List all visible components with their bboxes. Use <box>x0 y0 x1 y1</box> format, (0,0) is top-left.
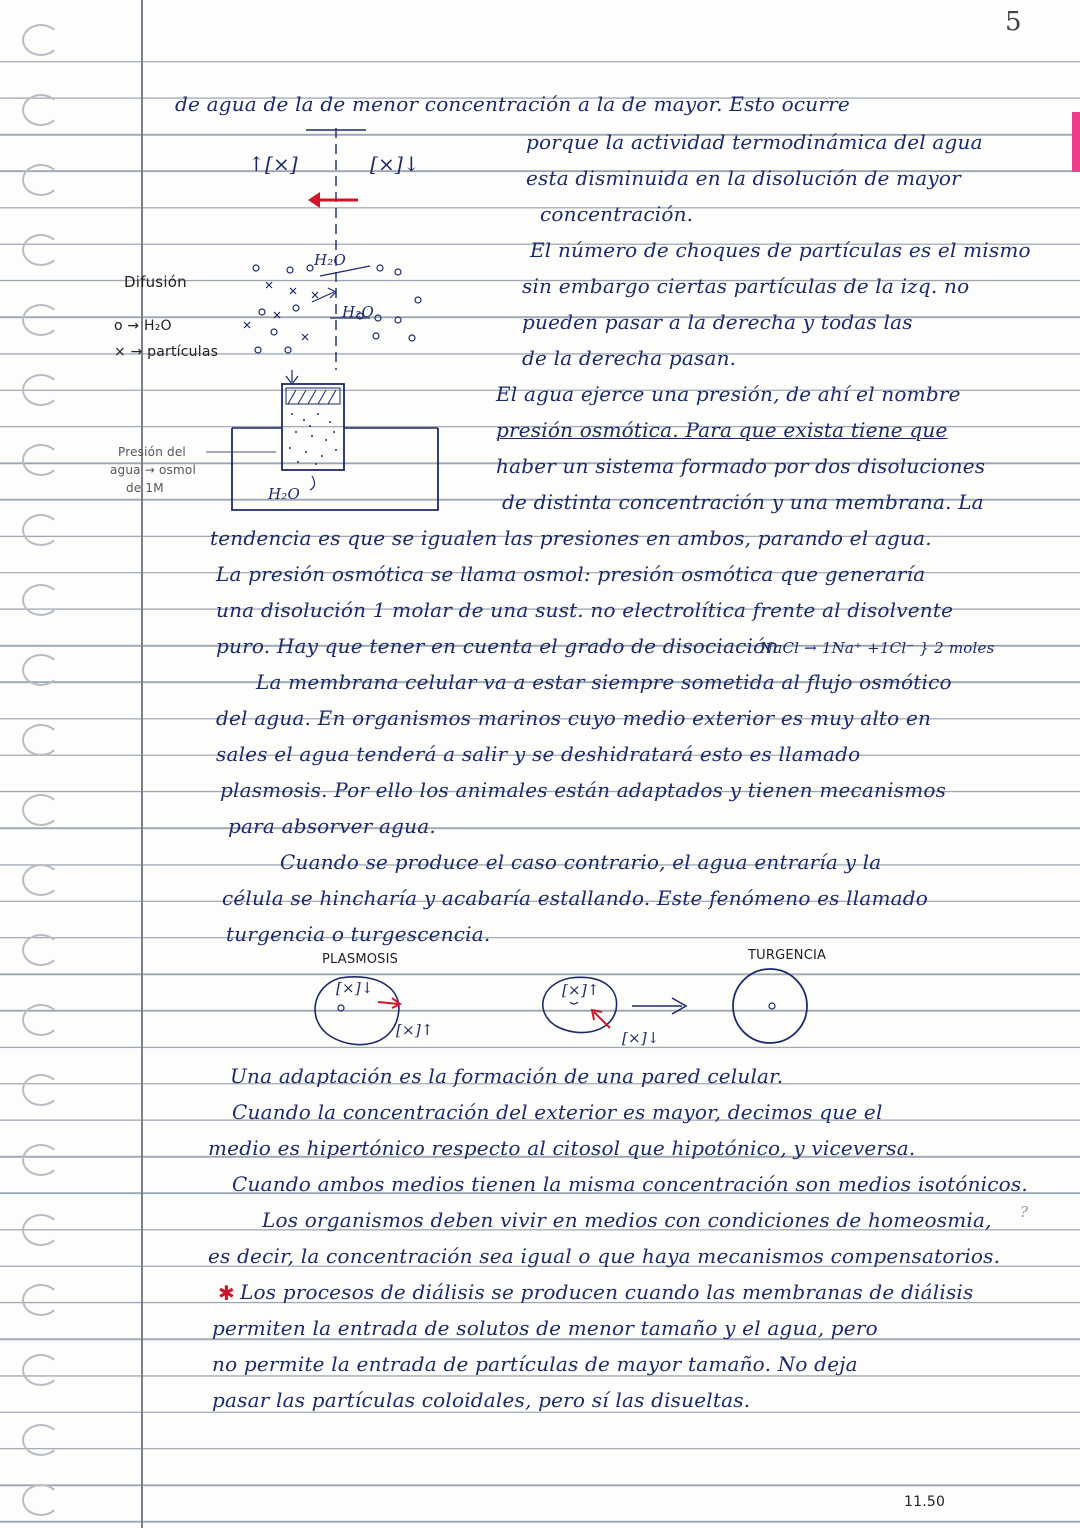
text-line: Cuando ambos medios tienen la misma concentración son medios isotónicos. <box>232 1172 1028 1196</box>
text-line: del agua. En organismos marinos cuyo medio exterior es muy alto en <box>216 706 932 730</box>
beaker <box>232 428 438 510</box>
text-line: pueden pasar a la derecha y todas las <box>522 310 913 334</box>
text-line: El agua ejerce una presión, de ahí el nombre <box>496 382 961 406</box>
particles <box>244 282 318 340</box>
plasmosis-title: PLASMOSIS <box>322 952 399 967</box>
text-line: puro. Hay que tener en cuenta el grado de disociación <box>216 634 779 658</box>
text-line: célula se hincharía y acabaría estallando. Este fenómeno es llamado <box>222 886 929 910</box>
text-line: pasar las partículas coloidales, pero sí las disueltas. <box>212 1388 751 1412</box>
osmometer-tube <box>282 384 344 470</box>
text-line: presión osmótica. Para que exista tiene que <box>496 418 948 442</box>
text-line: haber un sistema formado por dos disoluciones <box>496 454 986 478</box>
text-line: tendencia es que se igualen las presiones en ambos, parando el agua. <box>210 526 932 550</box>
pressure-label: de 1M <box>126 481 164 495</box>
cell-label: [×]↑ <box>562 981 600 999</box>
star-icon: ✱ <box>218 1281 235 1305</box>
pressure-label: Presión del <box>118 445 186 459</box>
text-line: no permite la entrada de partículas de mayor tamaño. No deja <box>212 1352 858 1376</box>
text-line: es decir, la concentración sea igual o que haya mecanismos compensatorios. <box>208 1244 1001 1268</box>
pressure-label: agua → osmol <box>110 463 196 477</box>
legend-water: o → H₂O <box>114 318 172 334</box>
text-line: Cuando se produce el caso contrario, el agua entraría y la <box>280 850 882 874</box>
cell-label: [×]↓ <box>622 1029 660 1047</box>
page-number: 5 <box>1005 7 1022 37</box>
text-line: turgencia o turgescencia. <box>226 922 491 946</box>
text-line: de la derecha pasan. <box>522 346 737 370</box>
h2o-label: H₂O <box>314 251 346 269</box>
cell-label: [×]↑ <box>396 1021 434 1039</box>
legend-particles: × → partículas <box>114 344 219 360</box>
text-line: Cuando la concentración del exterior es mayor, decimos que el <box>232 1100 883 1124</box>
text-line: porque la actividad termodinámica del agua <box>526 130 983 154</box>
text-line: de distinta concentración y una membrana. La <box>502 490 984 514</box>
text-line: plasmosis. Por ello los animales están adaptados y tienen mecanismos <box>220 778 947 802</box>
text-line: esta disminuida en la disolución de mayor <box>526 166 961 190</box>
dissociation-note: NaCl → 1Na⁺ +1Cl⁻ } 2 moles <box>760 639 995 657</box>
text-line: Los organismos deben vivir en medios con condiciones de homeosmia, <box>262 1208 992 1232</box>
cell-label: [×]↓ <box>336 979 374 997</box>
text-line: sin embargo ciertas partículas de la izq. no <box>522 274 970 298</box>
text-line: de agua de la de menor concentración a la de mayor. Esto ocurre <box>175 92 850 116</box>
text-line: una disolución 1 molar de una sust. no electrolítica frente al disolvente <box>216 598 954 622</box>
text-line: para absorver agua. <box>228 814 436 838</box>
turgencia-title: TURGENCIA <box>748 948 827 963</box>
text-line: medio es hipertónico respecto al citosol que hipotónico, y viceversa. <box>208 1136 916 1160</box>
text-line: El número de choques de partículas es el mismo <box>530 238 1031 262</box>
diffusion-label: Difusión <box>124 273 187 291</box>
text-line: sales el agua tenderá a salir y se deshidratará esto es llamado <box>216 742 861 766</box>
text-line: concentración. <box>540 202 694 226</box>
water-molecules <box>253 265 421 353</box>
text-line: La membrana celular va a estar siempre sometida al flujo osmótico <box>256 670 952 694</box>
left-concentration: ↑[×] <box>248 152 298 176</box>
h2o-label: H₂O <box>342 303 374 321</box>
solute-dots <box>289 413 337 465</box>
question-mark: ? <box>1020 1203 1029 1221</box>
text-line: permiten la entrada de solutos de menor tamaño y el agua, pero <box>212 1316 878 1340</box>
right-concentration: [×]↓ <box>370 152 420 176</box>
bottom-number: 11.50 <box>904 1494 946 1510</box>
text-line: La presión osmótica se llama osmol: presión osmótica que generaría <box>216 562 926 586</box>
text-line: Los procesos de diálisis se producen cuando las membranas de diálisis <box>240 1280 974 1304</box>
text-line: Una adaptación es la formación de una pared celular. <box>230 1064 784 1088</box>
h2o-label: H₂O <box>268 485 300 503</box>
